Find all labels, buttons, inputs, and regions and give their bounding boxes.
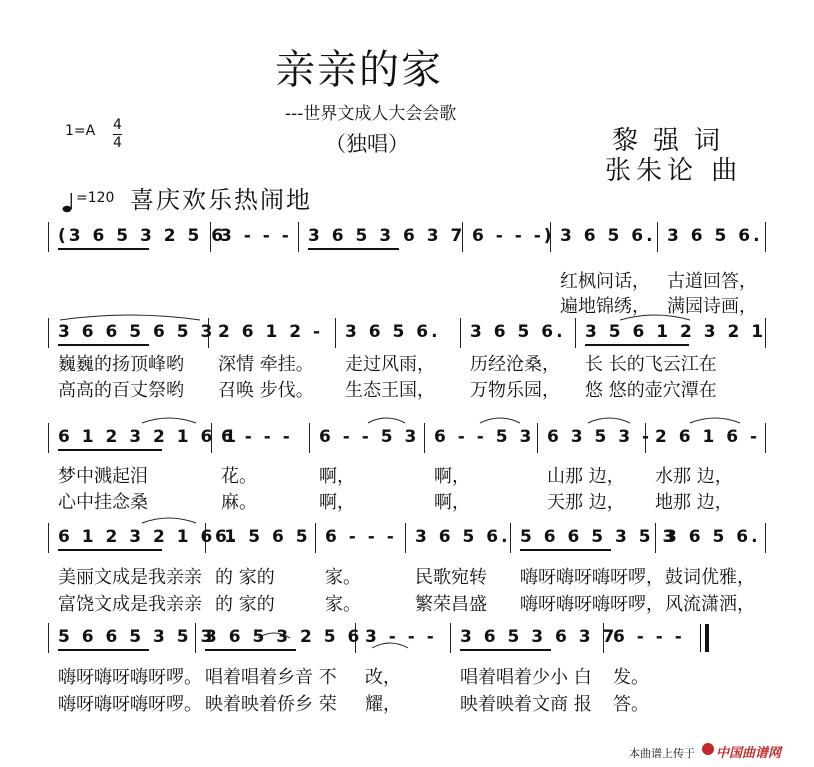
lyric-verse-2: 高高的百丈祭哟 xyxy=(58,380,184,401)
measure-notes: (3 6 5 3 2 5 6 xyxy=(58,226,227,246)
lyric-verse-1: 巍巍的扬顶峰哟 xyxy=(58,354,184,375)
lyric-verse-2: 召唤 步伐。 xyxy=(218,380,314,401)
quarter-note-icon xyxy=(62,192,76,214)
barline xyxy=(765,222,766,252)
lyric-verse-2: 风流潇洒， xyxy=(665,594,755,615)
lyric-verse-2: 映着映着侨乡 荣 xyxy=(205,694,337,715)
beam-underline xyxy=(547,449,599,451)
lyric-verse-1: 山那 边， xyxy=(547,466,625,487)
beam-underline xyxy=(365,649,378,651)
beam-underline xyxy=(308,248,399,250)
measure-notes: 3 6 5 6. xyxy=(415,527,511,547)
beam-underline xyxy=(58,248,149,250)
lyric-verse-1: 啊， xyxy=(319,466,355,487)
beam-underline xyxy=(665,549,717,551)
lyric-verse-2: 满园诗画， xyxy=(667,296,757,317)
final-barline-thin xyxy=(700,624,701,652)
lyric-verse-2: 心中挂念桑 xyxy=(58,492,148,513)
barline xyxy=(335,318,336,348)
measure-notes: 6 - - 5 3 xyxy=(434,427,535,447)
measure-notes: 3 6 5 6. xyxy=(345,322,441,342)
barline xyxy=(405,523,406,553)
lyric-verse-2: 啊， xyxy=(434,492,470,513)
barline xyxy=(48,222,49,252)
expression-marking: 喜庆欢乐热闹地 xyxy=(130,186,312,214)
lyric-verse-2: 答。 xyxy=(613,694,649,715)
lyric-verse-2: 富饶文成是我亲亲 xyxy=(58,594,202,615)
measure-notes: 3 6 5 6. xyxy=(470,322,566,342)
lyric-verse-1: 啊， xyxy=(434,466,470,487)
lyric-verse-2: 麻。 xyxy=(221,492,257,513)
time-signature-bottom: 4 xyxy=(113,135,122,151)
beam-underline xyxy=(205,649,296,651)
slur-arc xyxy=(368,418,405,423)
lyric-verse-1: 红枫问话， xyxy=(560,271,650,292)
lyric-verse-2: 耀， xyxy=(365,694,401,715)
beam-underline xyxy=(655,449,707,451)
beam-underline xyxy=(585,344,689,346)
measure-notes: 6 - - 5 3 xyxy=(319,427,420,447)
beam-underline xyxy=(325,549,338,551)
slur-arc xyxy=(142,418,196,423)
lyric-verse-2: 天那 边， xyxy=(547,492,625,513)
measure-notes: 3 - - - xyxy=(365,627,437,647)
lyric-verse-2: 生态王国， xyxy=(345,380,435,401)
beam-underline xyxy=(58,549,162,551)
lyric-verse-1: 花。 xyxy=(221,466,257,487)
lyric-verse-2: 万物乐园， xyxy=(470,380,560,401)
site-logo-icon xyxy=(702,743,714,755)
site-name: 中国曲谱网 xyxy=(716,746,782,761)
beam-underline xyxy=(470,344,522,346)
barline xyxy=(460,318,461,348)
lyric-verse-1: 嗨呀嗨呀嗨呀啰， xyxy=(520,567,664,588)
lyric-verse-1: 梦中溅起泪 xyxy=(58,466,148,487)
lyric-verse-2: 家。 xyxy=(325,594,361,615)
slur-arc xyxy=(588,418,630,423)
beam-underline xyxy=(58,649,149,651)
lyric-verse-1: 家。 xyxy=(325,567,361,588)
lyricist-credit: 黎强词 xyxy=(612,126,736,156)
beam-underline xyxy=(434,449,473,451)
measure-notes: 3 6 6 5 6 5 3 xyxy=(58,322,216,342)
lyric-verse-2: 啊， xyxy=(319,492,355,513)
lyric-verse-1: 走过风雨， xyxy=(345,354,435,375)
beam-underline xyxy=(58,449,162,451)
measure-notes: 5 6 6 5 3 5 3 xyxy=(58,627,216,647)
measure-notes: 3 6 5 6. xyxy=(665,527,761,547)
slur-arc xyxy=(60,315,200,320)
lyric-verse-1: 鼓词优雅， xyxy=(665,567,755,588)
beam-underline xyxy=(221,449,234,451)
barline xyxy=(450,623,451,653)
measure-notes: 3 6 5 6. xyxy=(667,226,763,246)
lyric-verse-1: 水那 边， xyxy=(655,466,733,487)
lyric-verse-2: 嗨呀嗨呀嗨呀啰， xyxy=(520,594,664,615)
beam-underline xyxy=(520,549,611,551)
lyric-verse-2: 地那 边， xyxy=(655,492,733,513)
lyric-verse-1: 长 长的飞云江在 xyxy=(585,354,717,375)
tempo-marking: =120 xyxy=(76,190,115,206)
lyric-verse-1: 美丽文成是我亲亲 xyxy=(58,567,202,588)
barline xyxy=(48,423,49,453)
measure-notes: 6 - - - xyxy=(325,527,397,547)
beam-underline xyxy=(319,449,358,451)
time-signature-top: 4 xyxy=(113,117,122,133)
measure-notes: 3 6 5 3 6 3 7 xyxy=(308,226,466,246)
barline xyxy=(765,523,766,553)
measure-notes: 6 1 2 3 2 1 6 1 xyxy=(58,427,240,447)
upload-note: 本曲谱上传于 xyxy=(629,747,695,760)
beam-underline xyxy=(218,344,270,346)
lyric-verse-2: 的 家的 xyxy=(215,594,275,615)
measure-notes: 6 1 2 3 2 1 6 1 xyxy=(58,527,240,547)
lyric-verse-1: 深情 牵挂。 xyxy=(218,354,314,375)
slur-arc xyxy=(690,418,740,423)
lyric-verse-1: 发。 xyxy=(613,667,649,688)
measure-notes: 6 - - -) xyxy=(472,226,555,246)
lyric-verse-2: 映着映着文商 报 xyxy=(460,694,592,715)
beam-underline xyxy=(58,344,149,346)
lyric-verse-1: 民歌宛转 xyxy=(415,567,487,588)
measure-notes: 6 - - - xyxy=(613,627,685,647)
lyric-verse-1: 古道回答， xyxy=(667,271,757,292)
measure-notes: 3 6 5 3 2 5 6 xyxy=(205,627,363,647)
performance-mode: （独唱） xyxy=(325,132,409,156)
beam-underline xyxy=(345,344,397,346)
barline xyxy=(537,423,538,453)
composer-credit: 张朱论 曲 xyxy=(605,156,743,186)
beam-underline xyxy=(472,248,485,250)
measure-notes: 3 6 5 6. xyxy=(560,226,656,246)
barline xyxy=(657,222,658,252)
barline xyxy=(298,222,299,252)
measure-notes: 2 6 1 2 - xyxy=(218,322,324,342)
final-barline-thick xyxy=(705,624,709,652)
lyric-verse-1: 嗨呀嗨呀嗨呀啰。 xyxy=(58,667,202,688)
barline xyxy=(309,423,310,453)
barline xyxy=(48,623,49,653)
barline xyxy=(575,318,576,348)
song-subtitle: ---世界文成人大会会歌 xyxy=(285,104,457,124)
beam-underline xyxy=(460,649,551,651)
measure-notes: 6. 5 6 5 xyxy=(215,527,311,547)
measure-notes: 5 6 6 5 3 5 3 xyxy=(520,527,678,547)
beam-underline xyxy=(613,649,626,651)
song-title: 亲亲的家 xyxy=(275,47,443,93)
lyric-verse-2: 嗨呀嗨呀嗨呀啰。 xyxy=(58,694,202,715)
beam-underline xyxy=(667,248,719,250)
barline xyxy=(315,523,316,553)
key-signature: 1=A xyxy=(65,123,96,139)
barline xyxy=(765,423,766,453)
lyric-verse-1: 的 家的 xyxy=(215,567,275,588)
measure-notes: 6 - - - xyxy=(221,427,293,447)
barline xyxy=(48,318,49,348)
lyric-verse-1: 改， xyxy=(365,667,401,688)
time-signature xyxy=(113,117,122,151)
beam-underline xyxy=(215,549,267,551)
lyric-verse-2: 遍地锦绣， xyxy=(560,296,650,317)
beam-underline xyxy=(220,248,233,250)
beam-underline xyxy=(415,549,467,551)
slur-arc xyxy=(480,418,520,423)
lyric-verse-1: 历经沧桑， xyxy=(470,354,560,375)
barline xyxy=(424,423,425,453)
measure-notes: 2 6 1 6 - xyxy=(655,427,761,447)
measure-notes: 3 5 6 1 2 3 2 1 xyxy=(585,322,767,342)
lyric-verse-2: 悠 悠的壶穴潭在 xyxy=(585,380,717,401)
slur-arc xyxy=(142,518,196,523)
lyric-verse-2: 繁荣昌盛 xyxy=(415,594,487,615)
beam-underline xyxy=(560,248,612,250)
lyric-verse-1: 唱着唱着乡音 不 xyxy=(205,667,337,688)
barline xyxy=(48,523,49,553)
measure-notes: 6 3 5 3 - xyxy=(547,427,653,447)
measure-notes: 3 6 5 3 6 3 7 xyxy=(460,627,618,647)
measure-notes: 3 - - - xyxy=(220,226,292,246)
lyric-verse-1: 唱着唱着少小 白 xyxy=(460,667,592,688)
